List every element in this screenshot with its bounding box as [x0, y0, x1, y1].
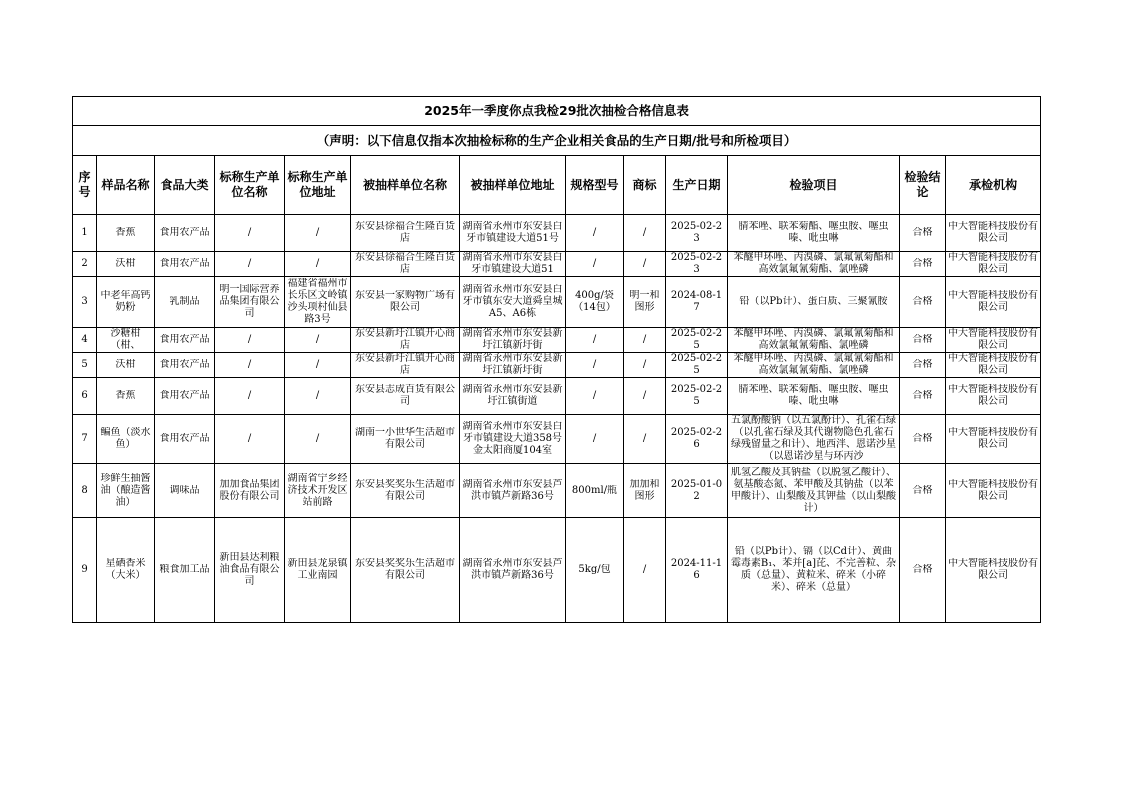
cell-brand: 明一和图形	[624, 277, 666, 328]
table-row	[73, 328, 1041, 353]
cell-agency: 中大智能科技股份有限公司	[946, 215, 1041, 252]
cell-sampled-unit: 东安县志成百货有限公司	[351, 378, 460, 415]
cell-maker: /	[215, 378, 285, 415]
header-maker: 标称生产单位名称	[215, 156, 285, 215]
header-brand: 商标	[624, 156, 666, 215]
cell-category: 乳制品	[155, 277, 215, 328]
cell-spec: /	[566, 215, 624, 252]
cell-sample: 中老年高钙奶粉	[97, 277, 155, 328]
cell-maker: 新田县达利粮油食品有限公司	[215, 518, 285, 623]
cell-seq: 4	[73, 328, 97, 353]
cell-brand: /	[624, 328, 666, 353]
cell-date: 2025-02-25	[666, 328, 728, 353]
cell-maker-address: /	[285, 378, 351, 415]
cell-seq: 7	[73, 415, 97, 464]
cell-maker-address: /	[285, 328, 351, 353]
cell-agency: 中大智能科技股份有限公司	[946, 277, 1041, 328]
table-row	[73, 415, 1041, 464]
cell-maker: /	[215, 215, 285, 252]
cell-seq: 9	[73, 518, 97, 623]
cell-brand: /	[624, 252, 666, 277]
cell-maker-address: 福建省福州市长乐区文岭镇沙头项村仙县路3号	[285, 277, 351, 328]
cell-result: 合格	[900, 353, 946, 378]
cell-maker-address: /	[285, 252, 351, 277]
cell-date: 2025-02-25	[666, 353, 728, 378]
cell-maker-address: /	[285, 215, 351, 252]
cell-maker: /	[215, 328, 285, 353]
header-sampled-unit: 被抽样单位名称	[351, 156, 460, 215]
cell-spec: 5kg/包	[566, 518, 624, 623]
cell-items: 苯醚甲环唑、丙溴磷、氯氟氰菊酯和高效氯氟氰菊酯、氯唑磷	[728, 328, 900, 353]
header-spec: 规格型号	[566, 156, 624, 215]
cell-agency: 中大智能科技股份有限公司	[946, 378, 1041, 415]
cell-category: 食用农产品	[155, 328, 215, 353]
cell-items: 苯醚甲环唑、丙溴磷、氯氟氰菊酯和高效氯氟氰菊酯、氯唑磷	[728, 353, 900, 378]
cell-sampled-unit-address: 湖南省永州市东安县芦洪市镇芦新路36号	[460, 518, 566, 623]
cell-agency: 中大智能科技股份有限公司	[946, 464, 1041, 518]
cell-date: 2025-01-02	[666, 464, 728, 518]
header-maker-address: 标称生产单位地址	[285, 156, 351, 215]
table-title: 2025年一季度你点我检29批次抽检合格信息表	[73, 97, 1041, 126]
cell-category: 食用农产品	[155, 353, 215, 378]
cell-brand: /	[624, 353, 666, 378]
cell-result: 合格	[900, 378, 946, 415]
cell-result: 合格	[900, 277, 946, 328]
cell-spec: /	[566, 353, 624, 378]
cell-spec: /	[566, 328, 624, 353]
header-date: 生产日期	[666, 156, 728, 215]
cell-sampled-unit: 东安县徐福合生隆百货店	[351, 252, 460, 277]
table-row	[73, 252, 1041, 277]
cell-category: 食用农产品	[155, 415, 215, 464]
cell-spec: /	[566, 415, 624, 464]
table-row	[73, 215, 1041, 252]
cell-sample: 沙糖柑（柑、	[97, 328, 155, 353]
cell-brand: /	[624, 215, 666, 252]
cell-result: 合格	[900, 518, 946, 623]
cell-category: 食用农产品	[155, 378, 215, 415]
cell-maker: 明一国际营养品集团有限公司	[215, 277, 285, 328]
cell-spec: /	[566, 252, 624, 277]
table-row	[73, 353, 1041, 378]
cell-agency: 中大智能科技股份有限公司	[946, 518, 1041, 623]
cell-brand: /	[624, 518, 666, 623]
cell-seq: 5	[73, 353, 97, 378]
cell-items: 铅（以Pb计）、蛋白质、三聚氰胺	[728, 277, 900, 328]
cell-result: 合格	[900, 252, 946, 277]
cell-sampled-unit-address: 湖南省永州市东安县白牙市镇建设大道358号金太阳商厦104室	[460, 415, 566, 464]
cell-spec: 800ml/瓶	[566, 464, 624, 518]
cell-seq: 3	[73, 277, 97, 328]
cell-maker: /	[215, 353, 285, 378]
cell-sampled-unit-address: 湖南省永州市东安县白牙市镇建设大道51	[460, 252, 566, 277]
cell-maker: 加加食品集团股份有限公司	[215, 464, 285, 518]
inspection-table	[72, 96, 1041, 623]
cell-sampled-unit: 东安县奖奖乐生活超市有限公司	[351, 464, 460, 518]
header-items: 检验项目	[728, 156, 900, 215]
cell-sampled-unit: 东安县新圩江镇开心商店	[351, 328, 460, 353]
header-sampled-unit-address: 被抽样单位地址	[460, 156, 566, 215]
cell-items: 腈苯唑、联苯菊酯、噻虫胺、噻虫嗪、吡虫啉	[728, 215, 900, 252]
cell-maker-address: /	[285, 415, 351, 464]
cell-sample: 星硒香米（大米）	[97, 518, 155, 623]
cell-category: 食用农产品	[155, 252, 215, 277]
cell-brand: /	[624, 415, 666, 464]
cell-sample: 珍鲜生抽酱油（酿造酱油）	[97, 464, 155, 518]
cell-date: 2025-02-25	[666, 378, 728, 415]
cell-agency: 中大智能科技股份有限公司	[946, 415, 1041, 464]
header-result: 检验结论	[900, 156, 946, 215]
cell-seq: 1	[73, 215, 97, 252]
cell-agency: 中大智能科技股份有限公司	[946, 252, 1041, 277]
header-row	[73, 156, 1041, 215]
table-row	[73, 464, 1041, 518]
cell-sample: 香蕉	[97, 378, 155, 415]
cell-items: 铅（以Pb计）、镉（以Cd计）、黄曲霉毒素B₁、苯并[a]芘、不完善粒、杂质（总量）、黄粒米、碎米（小碎米）、碎米（总量）	[728, 518, 900, 623]
cell-sample: 香蕉	[97, 215, 155, 252]
cell-sampled-unit-address: 湖南省永州市东安县新圩江镇街道	[460, 378, 566, 415]
cell-brand: 加加和图形	[624, 464, 666, 518]
cell-items: 肌氢乙酸及其钠盐（以脱氢乙酸计）、氨基酸态氮、苯甲酸及其钠盐（以苯甲酸计）、山梨酸及其钾盐（以山梨酸计）	[728, 464, 900, 518]
cell-result: 合格	[900, 415, 946, 464]
cell-date: 2025-02-26	[666, 415, 728, 464]
cell-items: 苯醚甲环唑、丙溴磷、氯氟氰菊酯和高效氯氟氰菊酯、氯唑磷	[728, 252, 900, 277]
header-sample: 样品名称	[97, 156, 155, 215]
cell-result: 合格	[900, 328, 946, 353]
cell-maker-address: 湖南省宁乡经济技术开发区站前路	[285, 464, 351, 518]
cell-maker: /	[215, 252, 285, 277]
cell-sample: 沃柑	[97, 252, 155, 277]
cell-category: 食用农产品	[155, 215, 215, 252]
table-body	[73, 215, 1041, 623]
cell-maker: /	[215, 415, 285, 464]
cell-seq: 6	[73, 378, 97, 415]
cell-spec: /	[566, 378, 624, 415]
cell-sampled-unit: 湖南一小世华生活超市有限公司	[351, 415, 460, 464]
cell-sampled-unit-address: 湖南省永州市东安县新圩江镇新圩街	[460, 353, 566, 378]
header-seq: 序号	[73, 156, 97, 215]
cell-spec: 400g/袋（14包）	[566, 277, 624, 328]
cell-maker-address: /	[285, 353, 351, 378]
table-row	[73, 378, 1041, 415]
cell-sampled-unit-address: 湖南省永州市东安县白牙市镇建设大道51号	[460, 215, 566, 252]
cell-sampled-unit-address: 湖南省永州市东安县芦洪市镇芦新路36号	[460, 464, 566, 518]
cell-seq: 2	[73, 252, 97, 277]
cell-maker-address: 新田县龙泉镇工业南园	[285, 518, 351, 623]
cell-agency: 中大智能科技股份有限公司	[946, 353, 1041, 378]
cell-agency: 中大智能科技股份有限公司	[946, 328, 1041, 353]
cell-sampled-unit: 东安县徐福合生隆百货店	[351, 215, 460, 252]
cell-items: 五氯酚酸钠（以五氯酚计）、孔雀石绿（以孔雀石绿及其代谢物隐色孔雀石绿残留量之和计）、地西泮、恩诺沙星（以恩诺沙星与环丙沙	[728, 415, 900, 464]
header-agency: 承检机构	[946, 156, 1041, 215]
cell-brand: /	[624, 378, 666, 415]
cell-date: 2024-11-16	[666, 518, 728, 623]
cell-date: 2024-08-17	[666, 277, 728, 328]
cell-date: 2025-02-23	[666, 215, 728, 252]
header-category: 食品大类	[155, 156, 215, 215]
table-row	[73, 518, 1041, 623]
cell-sample: 沃柑	[97, 353, 155, 378]
cell-category: 粮食加工品	[155, 518, 215, 623]
table-note: （声明：以下信息仅指本次抽检标称的生产企业相关食品的生产日期/批号和所检项目）	[73, 126, 1041, 156]
cell-sample: 鳊鱼（淡水鱼）	[97, 415, 155, 464]
cell-sampled-unit-address: 湖南省永州市东安县新圩江镇新圩街	[460, 328, 566, 353]
cell-result: 合格	[900, 464, 946, 518]
cell-result: 合格	[900, 215, 946, 252]
cell-category: 调味品	[155, 464, 215, 518]
cell-sampled-unit: 东安县奖奖乐生活超市有限公司	[351, 518, 460, 623]
cell-sampled-unit: 东安县一家购物广场有限公司	[351, 277, 460, 328]
cell-sampled-unit-address: 湖南省永州市东安县白牙市镇东安大道舜皇城A5、A6栋	[460, 277, 566, 328]
cell-seq: 8	[73, 464, 97, 518]
cell-sampled-unit: 东安县新圩江镇开心商店	[351, 353, 460, 378]
cell-date: 2025-02-23	[666, 252, 728, 277]
cell-items: 腈苯唑、联苯菊酯、噻虫胺、噻虫嗪、吡虫啉	[728, 378, 900, 415]
table-row	[73, 277, 1041, 328]
